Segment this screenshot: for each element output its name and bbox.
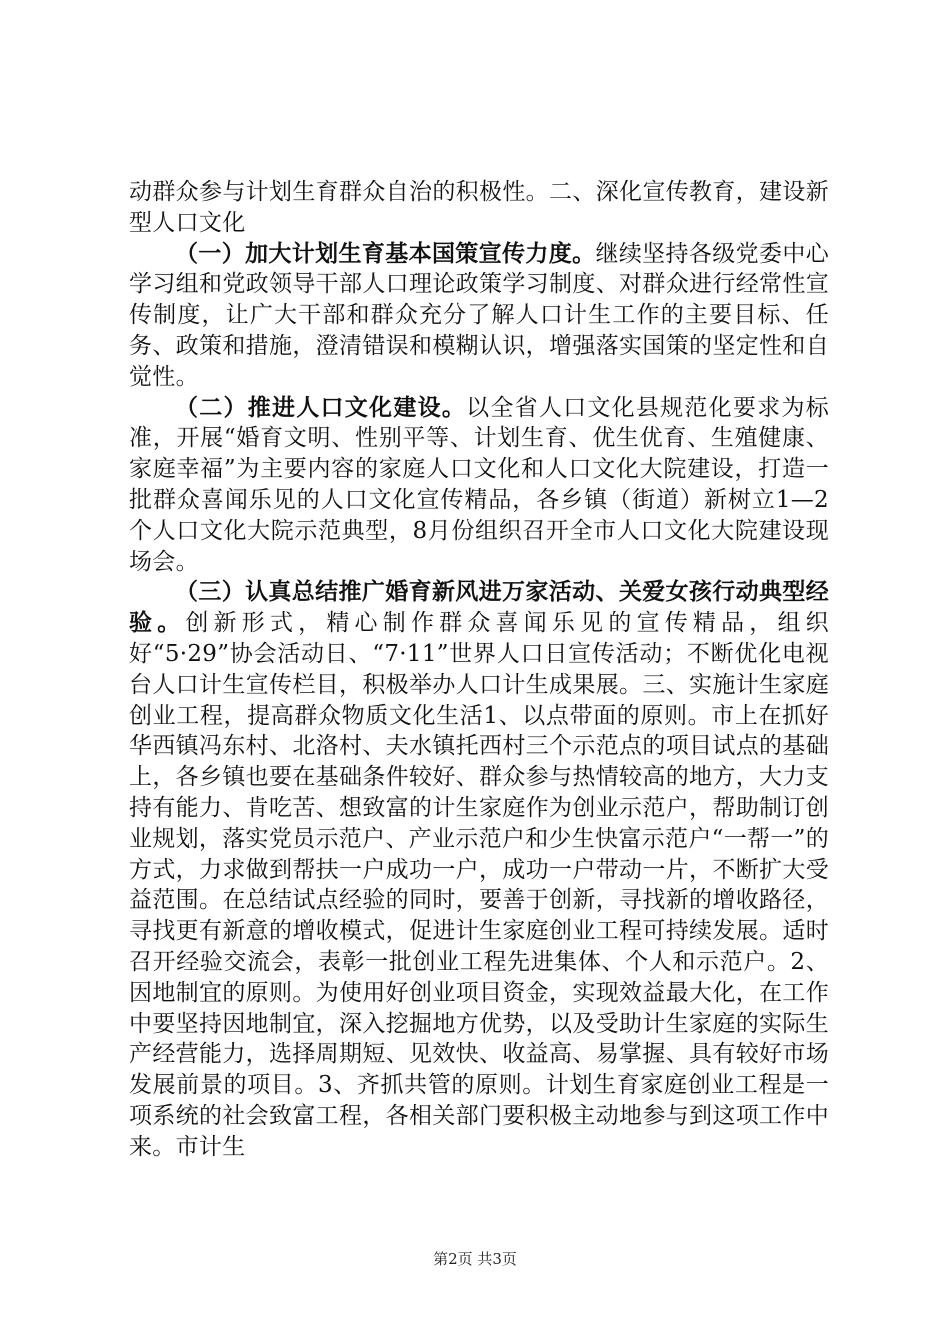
- document-body: [129, 177, 829, 1163]
- page-footer: [0, 1248, 950, 1269]
- page-number: 第2页 共3页: [433, 1250, 517, 1268]
- paragraph-3: [129, 393, 829, 578]
- paragraph-2-text: 继续坚持各级党委中心学习组和党政领导干部人口理论政策学习制度、对群众进行经常性宣传制度，让广大干部和群众充分了解人口计生工作的主要目标、任务、政策和措施，澄清错误和模糊认识，增强落实国策的坚定性和自觉性。: [129, 240, 829, 390]
- paragraph-1: 动群众参与计划生育群众自治的积极性。二、深化宣传教育，建设新型人口文化: [129, 179, 829, 236]
- section-heading-3: （三）认真总结推广婚育新风进万家活动、关爱女孩行动典型经验。: [129, 579, 829, 637]
- section-heading-2: （二）推进人口文化建设。: [175, 394, 467, 421]
- paragraph-2: [129, 239, 829, 393]
- paragraph-3-text: 以全省人口文化县规范化要求为标准，开展“婚育文明、性别平等、计划生育、优生优育、生殖健康、家庭幸福”为主要内容的家庭人口文化和人口文化大院建设，打造一批群众喜闻乐见的人口文化宣传精品，各乡镇（街道）新树立1—2个人口文化大院示范典型，8月份组织召开全市人口文化大院建设现场会。: [129, 394, 829, 575]
- paragraph-4-text: 创新形式，精心制作群众喜闻乐见的宣传精品，组织好“5·29”协会活动日、“7·11”世界人口日宣传活动；不断优化电视台人口计生宣传栏目，积极举办人口计生成果展。三、实施计生家庭创业工程，提高群众物质文化生活1、以点带面的原则。市上在抓好华西镇冯东村、北洛村、夫水镇托西村三个示范点的项目试点的基础上，各乡镇也要在基础条件较好、群众参与热情较高的地方，大力支持有能力、肯吃苦、想致富的计生家庭作为创业示范户，帮助制订创业规划，落实党员示范户、产业示范户和少生快富示范户“一帮一”的方式，力求做到帮扶一户成功一户，成功一户带动一片，不断扩大受益范围。在总结试点经验的同时，要善于创新，寻找新的增收路径，寻找更有新意的增收模式，促进计生家庭创业工程可持续发展。适时召开经验交流会，表彰一批创业工程先进集体、个人和示范户。2、因地制宜的原则。为使用好创业项目资金，实现效益最大化，在工作中要坚持因地制宜，深入挖掘地方优势，以及受助计生家庭的实际生产经营能力，选择周期短、见效快、收益高、易掌握、具有较好市场发展前景的项目。3、齐抓共管的原则。计划生育家庭创业工程是一项系统的社会致富工程，各相关部门要积极主动地参与到这项工作中来。市计生: [129, 610, 829, 1160]
- section-heading-1: （一）加大计划生育基本国策宣传力度。: [175, 240, 596, 267]
- paragraph-4: [129, 577, 829, 1162]
